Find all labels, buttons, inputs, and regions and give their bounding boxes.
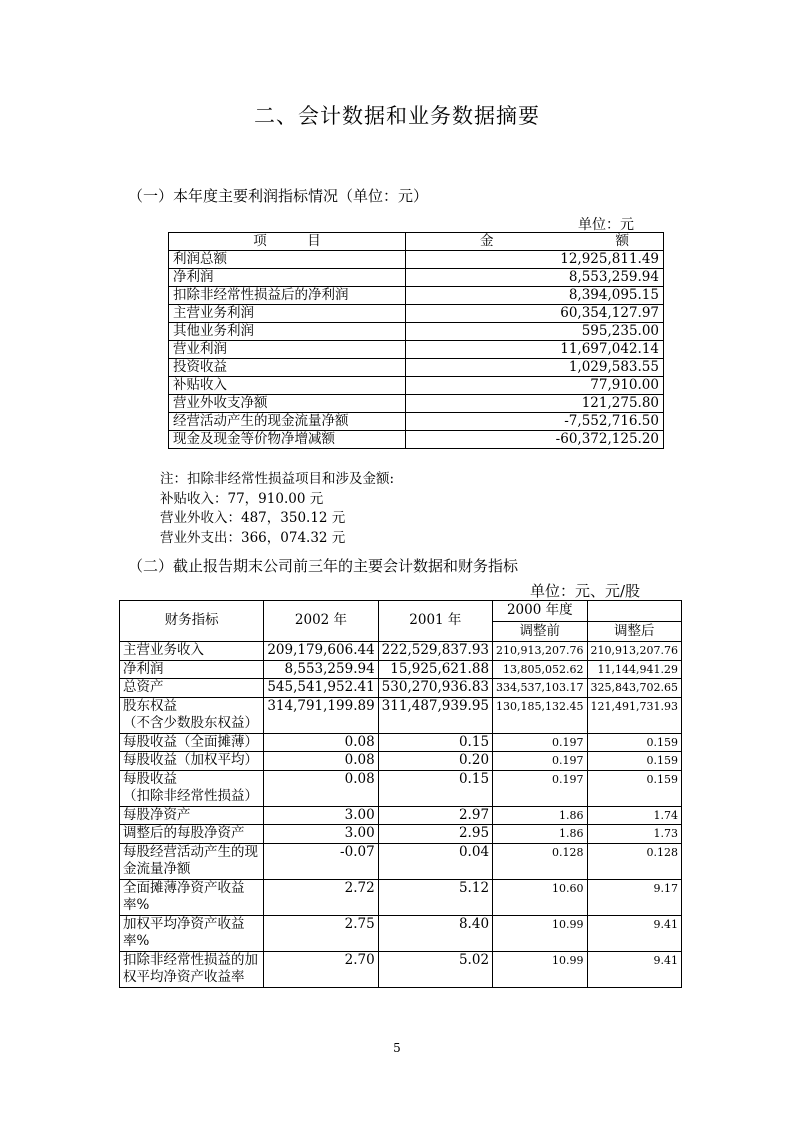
table-row xyxy=(169,395,664,413)
row-value: 1,029,583.55 xyxy=(406,359,664,377)
value-2001: 311,487,939.95 xyxy=(378,697,492,733)
row-label: 现金及现金等价物净增减额 xyxy=(169,431,406,449)
row-label: 调整后的每股净资产 xyxy=(120,825,264,844)
value-2002: 545,541,952.41 xyxy=(264,679,378,698)
value-2000-before: 10.99 xyxy=(493,915,587,951)
row-label: 净利润 xyxy=(169,269,406,287)
table-row xyxy=(169,251,664,269)
row-label: 每股收益（全面摊薄） xyxy=(120,733,264,752)
section2-heading: （二）截止报告期末公司前三年的主要会计数据和财务指标 xyxy=(128,557,519,575)
row-label: 全面摊薄净资产收益率% xyxy=(120,879,264,915)
row-label: 利润总额 xyxy=(169,251,406,269)
table-row xyxy=(169,305,664,323)
table-row xyxy=(169,377,664,395)
value-2002: 8,553,259.94 xyxy=(264,660,378,679)
table-row xyxy=(169,413,664,431)
value-2001: 15,925,621.88 xyxy=(378,660,492,679)
table-row xyxy=(169,341,664,359)
value-2002: 209,179,606.44 xyxy=(264,642,378,661)
table-row xyxy=(120,770,682,806)
row-label: 营业外收支净额 xyxy=(169,395,406,413)
value-2002: 3.00 xyxy=(264,806,378,825)
value-2000-before: 0.197 xyxy=(493,770,587,806)
note-nonop-expense: 营业外支出：366，074.32 元 xyxy=(160,529,346,546)
value-2000-after: 0.159 xyxy=(587,733,681,752)
row-label: 每股经营活动产生的现金流量净额 xyxy=(120,843,264,879)
value-2001: 530,270,936.83 xyxy=(378,679,492,698)
row-label: 每股净资产 xyxy=(120,806,264,825)
note-heading: 注：扣除非经常性损益项目和涉及金额: xyxy=(160,471,395,487)
note-nonop-income: 营业外收入：487，350.12 元 xyxy=(160,510,346,526)
value-2002: 0.08 xyxy=(264,770,378,806)
value-2001: 0.20 xyxy=(378,752,492,771)
table-row xyxy=(120,951,682,987)
table-row xyxy=(120,879,682,915)
page-number: 5 xyxy=(393,1041,401,1055)
value-2000-after: 9.41 xyxy=(587,951,681,987)
row-label: 总资产 xyxy=(120,679,264,698)
row-value: 11,697,042.14 xyxy=(406,341,664,359)
value-2000-before: 10.99 xyxy=(493,951,587,987)
table-row xyxy=(169,431,664,449)
row-label: 投资收益 xyxy=(169,359,406,377)
value-2001: 0.04 xyxy=(378,843,492,879)
value-2002: 0.08 xyxy=(264,733,378,752)
section1-heading: （一）本年度主要利润指标情况（单位：元） xyxy=(128,187,429,205)
value-2001: 5.12 xyxy=(378,879,492,915)
value-2000-before: 130,185,132.45 xyxy=(493,697,587,733)
value-2000-before: 334,537,103.17 xyxy=(493,679,587,698)
table-row xyxy=(169,323,664,341)
row-value: -60,372,125.20 xyxy=(406,431,664,449)
table-row xyxy=(120,697,682,733)
header-2001: 2001 年 xyxy=(378,601,492,642)
row-value: 8,394,095.15 xyxy=(406,287,664,305)
table-row xyxy=(120,642,682,661)
value-2000-before: 1.86 xyxy=(493,825,587,844)
row-label: 扣除非经常性损益后的净利润 xyxy=(169,287,406,305)
header-indicator: 财务指标 xyxy=(120,601,264,642)
row-label: 扣除非经常性损益的加权平均净资产收益率 xyxy=(120,951,264,987)
section2-unit: 单位：元、元/股 xyxy=(530,582,641,600)
row-label: 主营业务利润 xyxy=(169,305,406,323)
table-row xyxy=(169,359,664,377)
table-header-row xyxy=(120,601,682,622)
table-row xyxy=(120,843,682,879)
value-2000-before: 0.128 xyxy=(493,843,587,879)
table-row xyxy=(120,752,682,771)
row-value: 60,354,127.97 xyxy=(406,305,664,323)
row-label: 净利润 xyxy=(120,660,264,679)
value-2000-after: 11,144,941.29 xyxy=(587,660,681,679)
table-row xyxy=(120,660,682,679)
value-2000-before: 0.197 xyxy=(493,752,587,771)
row-label: 补贴收入 xyxy=(169,377,406,395)
value-2002: -0.07 xyxy=(264,843,378,879)
value-2000-after: 9.41 xyxy=(587,915,681,951)
profit-indicators-table xyxy=(168,232,664,449)
value-2000-after: 0.128 xyxy=(587,843,681,879)
row-value: 121,275.80 xyxy=(406,395,664,413)
value-2000-after: 210,913,207.76 xyxy=(587,642,681,661)
value-2002: 2.70 xyxy=(264,951,378,987)
value-2000-before: 13,805,052.62 xyxy=(493,660,587,679)
section1-unit: 单位：元 xyxy=(578,217,634,233)
table-row xyxy=(120,806,682,825)
value-2000-after: 9.17 xyxy=(587,879,681,915)
value-2001: 5.02 xyxy=(378,951,492,987)
row-value: -7,552,716.50 xyxy=(406,413,664,431)
value-2000-before: 0.197 xyxy=(493,733,587,752)
value-2000-after: 0.159 xyxy=(587,752,681,771)
row-label: 主营业务收入 xyxy=(120,642,264,661)
header-after: 调整后 xyxy=(587,621,681,642)
header-2002: 2002 年 xyxy=(264,601,378,642)
table-row xyxy=(120,825,682,844)
table-header-row xyxy=(169,233,664,251)
row-value: 595,235.00 xyxy=(406,323,664,341)
value-2002: 2.75 xyxy=(264,915,378,951)
value-2000-after: 1.73 xyxy=(587,825,681,844)
table-row xyxy=(120,733,682,752)
header-before: 调整前 xyxy=(493,621,587,642)
value-2001: 0.15 xyxy=(378,733,492,752)
row-label: 经营活动产生的现金流量净额 xyxy=(169,413,406,431)
row-label: 每股收益 （扣除非经常性损益） xyxy=(120,770,264,806)
row-label: 营业利润 xyxy=(169,341,406,359)
value-2001: 222,529,837.93 xyxy=(378,642,492,661)
notes xyxy=(160,470,394,548)
table-row xyxy=(120,915,682,951)
value-2001: 2.95 xyxy=(378,825,492,844)
row-label: 股东权益 （不含少数股东权益） xyxy=(120,697,264,733)
value-2002: 2.72 xyxy=(264,879,378,915)
financial-indicators-table xyxy=(119,600,682,988)
header-2000-blank xyxy=(587,601,681,622)
row-label: 加权平均净资产收益率% xyxy=(120,915,264,951)
value-2000-after: 1.74 xyxy=(587,806,681,825)
value-2001: 2.97 xyxy=(378,806,492,825)
row-label: 其他业务利润 xyxy=(169,323,406,341)
header-amount: 金 额 xyxy=(406,233,664,251)
table-row xyxy=(169,287,664,305)
table-row xyxy=(169,269,664,287)
value-2002: 0.08 xyxy=(264,752,378,771)
value-2001: 8.40 xyxy=(378,915,492,951)
row-label: 每股收益（加权平均） xyxy=(120,752,264,771)
page-title: 二、会计数据和业务数据摘要 xyxy=(254,104,540,128)
table-row xyxy=(120,679,682,698)
note-subsidy: 补贴收入：77，910.00 元 xyxy=(160,490,324,507)
row-value: 77,910.00 xyxy=(406,377,664,395)
value-2000-after: 0.159 xyxy=(587,770,681,806)
value-2002: 314,791,199.89 xyxy=(264,697,378,733)
row-value: 12,925,811.49 xyxy=(406,251,664,269)
value-2000-before: 10.60 xyxy=(493,879,587,915)
value-2000-before: 1.86 xyxy=(493,806,587,825)
value-2002: 3.00 xyxy=(264,825,378,844)
row-value: 8,553,259.94 xyxy=(406,269,664,287)
value-2000-after: 121,491,731.93 xyxy=(587,697,681,733)
header-item: 项 目 xyxy=(169,233,406,251)
value-2001: 0.15 xyxy=(378,770,492,806)
value-2000-after: 325,843,702.65 xyxy=(587,679,681,698)
header-2000: 2000 年度 xyxy=(493,601,587,622)
value-2000-before: 210,913,207.76 xyxy=(493,642,587,661)
